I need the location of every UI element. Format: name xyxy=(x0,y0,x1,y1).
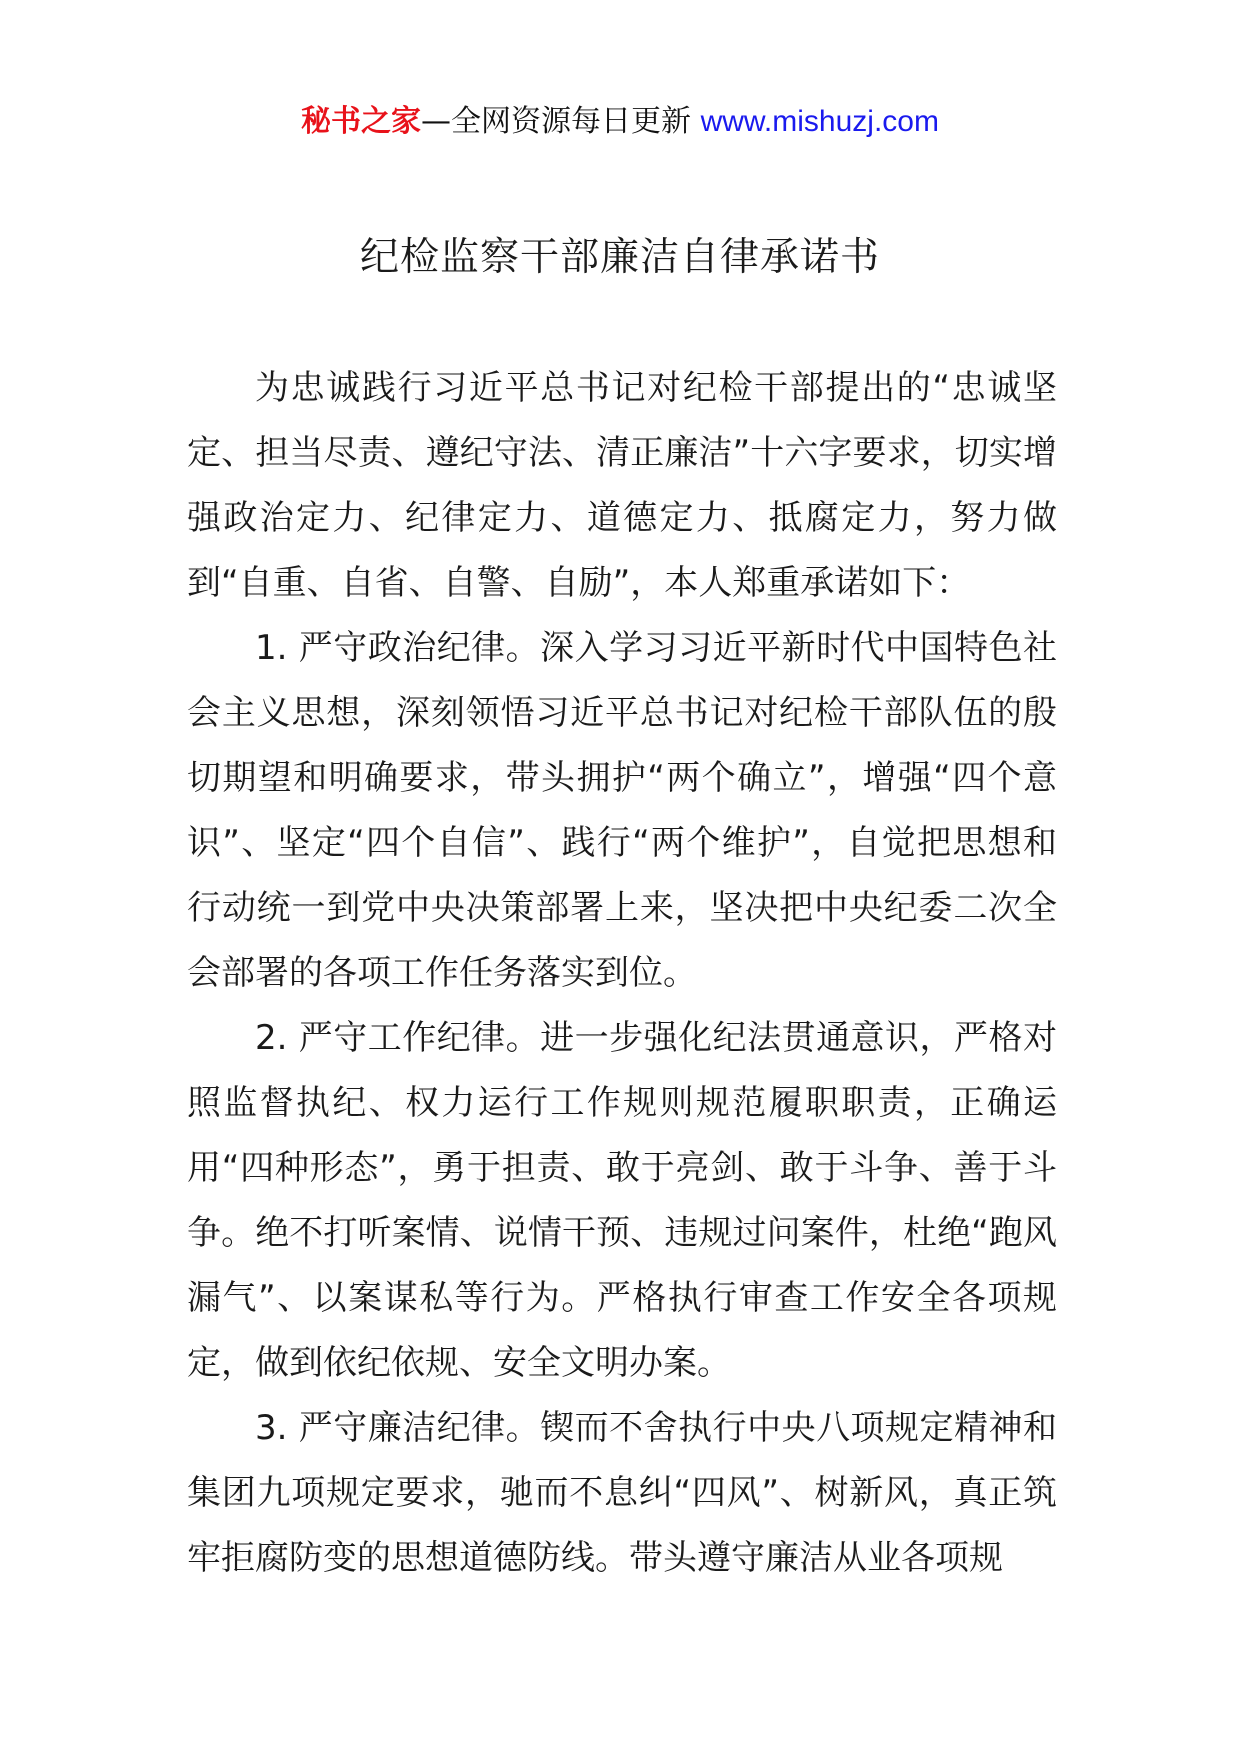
paragraph-integrity-discipline: 3. 严守廉洁纪律。锲而不舍执行中央八项规定精神和集团九项规定要求，驰而不息纠“四风”、树新风，真正筑牢拒腐防变的思想道德防线。带头遵守廉洁从业各项规 xyxy=(187,1408,1057,1578)
brand-name: 秘书之家 xyxy=(301,104,422,139)
site-url[interactable]: www.mishuzj.com xyxy=(700,105,939,138)
paragraph-political-discipline: 1. 严守政治纪律。深入学习习近平新时代中国特色社会主义思想，深刻领悟习近平总书记对纪检干部队伍的殷切期望和明确要求，带头拥护“两个确立”，增强“四个意识”、坚定“四个自信”、践行“两个维护”，自觉把思想和行动统一到党中央决策部署上来，坚决把中央纪委二次全会部署的各项工作任务落实到位。 xyxy=(187,628,1057,993)
document-title: 纪检监察干部廉洁自律承诺书 xyxy=(359,235,880,280)
banner-tagline: —全网资源每日更新 xyxy=(421,104,692,139)
paragraph-work-discipline: 2. 严守工作纪律。进一步强化纪法贯通意识，严格对照监督执纪、权力运行工作规则规范履职职责，正确运用“四种形态”，勇于担责、敢于亮剑、敢于斗争、善于斗争。绝不打听案情、说情干预、违规过问案件，杜绝“跑风漏气”、以案谋私等行为。严格执行审查工作安全各项规定，做到依纪依规、安全文明办案。 xyxy=(187,1018,1057,1383)
intro-paragraph: 为忠诚践行习近平总书记对纪检干部提出的“忠诚坚定、担当尽责、遵纪守法、清正廉洁”十六字要求，切实增强政治定力、纪律定力、道德定力、抵腐定力，努力做到“自重、自省、自警、自励”，本人郑重承诺如下： xyxy=(187,368,1057,603)
site-banner xyxy=(0,100,1240,144)
document-body xyxy=(187,356,1057,1591)
